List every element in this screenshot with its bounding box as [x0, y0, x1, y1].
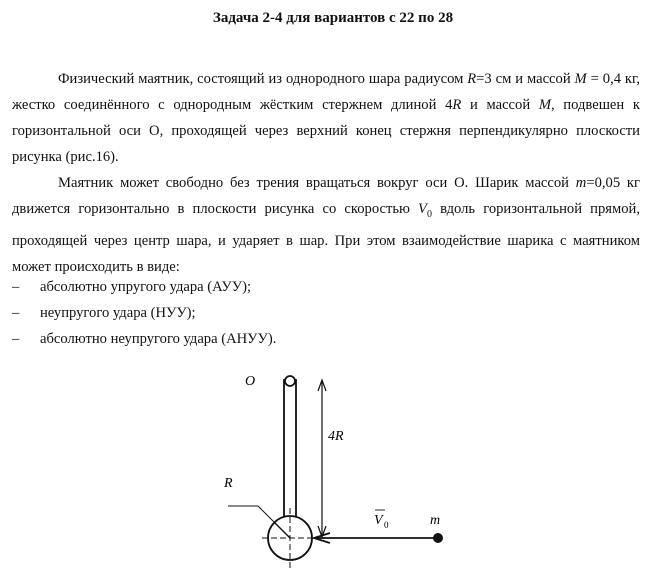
p2-text-3: вдоль горизонтальной прямой, проходящей через центр шара, и ударяет в шар. При этом взаимодействие шарика с маятником может происходить в виде:: [12, 201, 640, 275]
label-o: O: [245, 374, 256, 389]
list-dash: –: [12, 331, 20, 347]
label-v: V: [374, 513, 383, 528]
p1-text-3: = 0,4 кг, жестко соединённого с однородным жёстким стержнем длиной 4: [12, 71, 641, 113]
p2-var-V: V: [418, 201, 427, 217]
p2-var-m: m: [575, 175, 587, 191]
p1-var-M2: M: [538, 97, 551, 113]
p2-text-1: Маятник может свободно без трения вращаться вокруг оси О. Шарик массой: [58, 175, 576, 191]
p1-text-2: =3 см и массой: [476, 71, 575, 87]
p2-var-V-sub: 0: [426, 208, 432, 220]
list-item-text: абсолютно неупругого удара (АНУУ).: [40, 331, 277, 347]
rod: [284, 380, 296, 518]
list-dash: –: [12, 279, 20, 295]
label-m: m: [430, 513, 441, 528]
list-dash: –: [12, 305, 20, 321]
label-r: R: [224, 476, 233, 491]
pivot-axis-o: [285, 376, 295, 386]
p1-var-R: R: [467, 71, 477, 87]
p1-text-4: и массой: [461, 97, 539, 113]
small-ball-m: [433, 533, 443, 543]
label-4r: 4R: [328, 429, 344, 444]
p1-var-M: M: [574, 71, 587, 87]
list-item-text: неупругого удара (НУУ);: [40, 305, 196, 321]
radius-leader: [228, 506, 274, 522]
p1-text-5: , подвешен к горизонтальной оси О, проходящей через верхний конец стержня перпендикулярно плоскости рисунка (рис.16).: [12, 97, 640, 165]
list-item-text: абсолютно упругого удара (АУУ);: [40, 279, 252, 295]
problem-title: Задача 2-4 для вариантов с 22 по 28: [212, 10, 454, 26]
p1-var-R2: R: [452, 97, 462, 113]
p1-text-1: Физический маятник, состоящий из однородного шара радиусом: [58, 71, 468, 87]
p2-text-2: =0,05 кг движется горизонтально в плоскости рисунка со скоростью: [12, 175, 640, 217]
label-v-sub: 0: [384, 520, 389, 530]
